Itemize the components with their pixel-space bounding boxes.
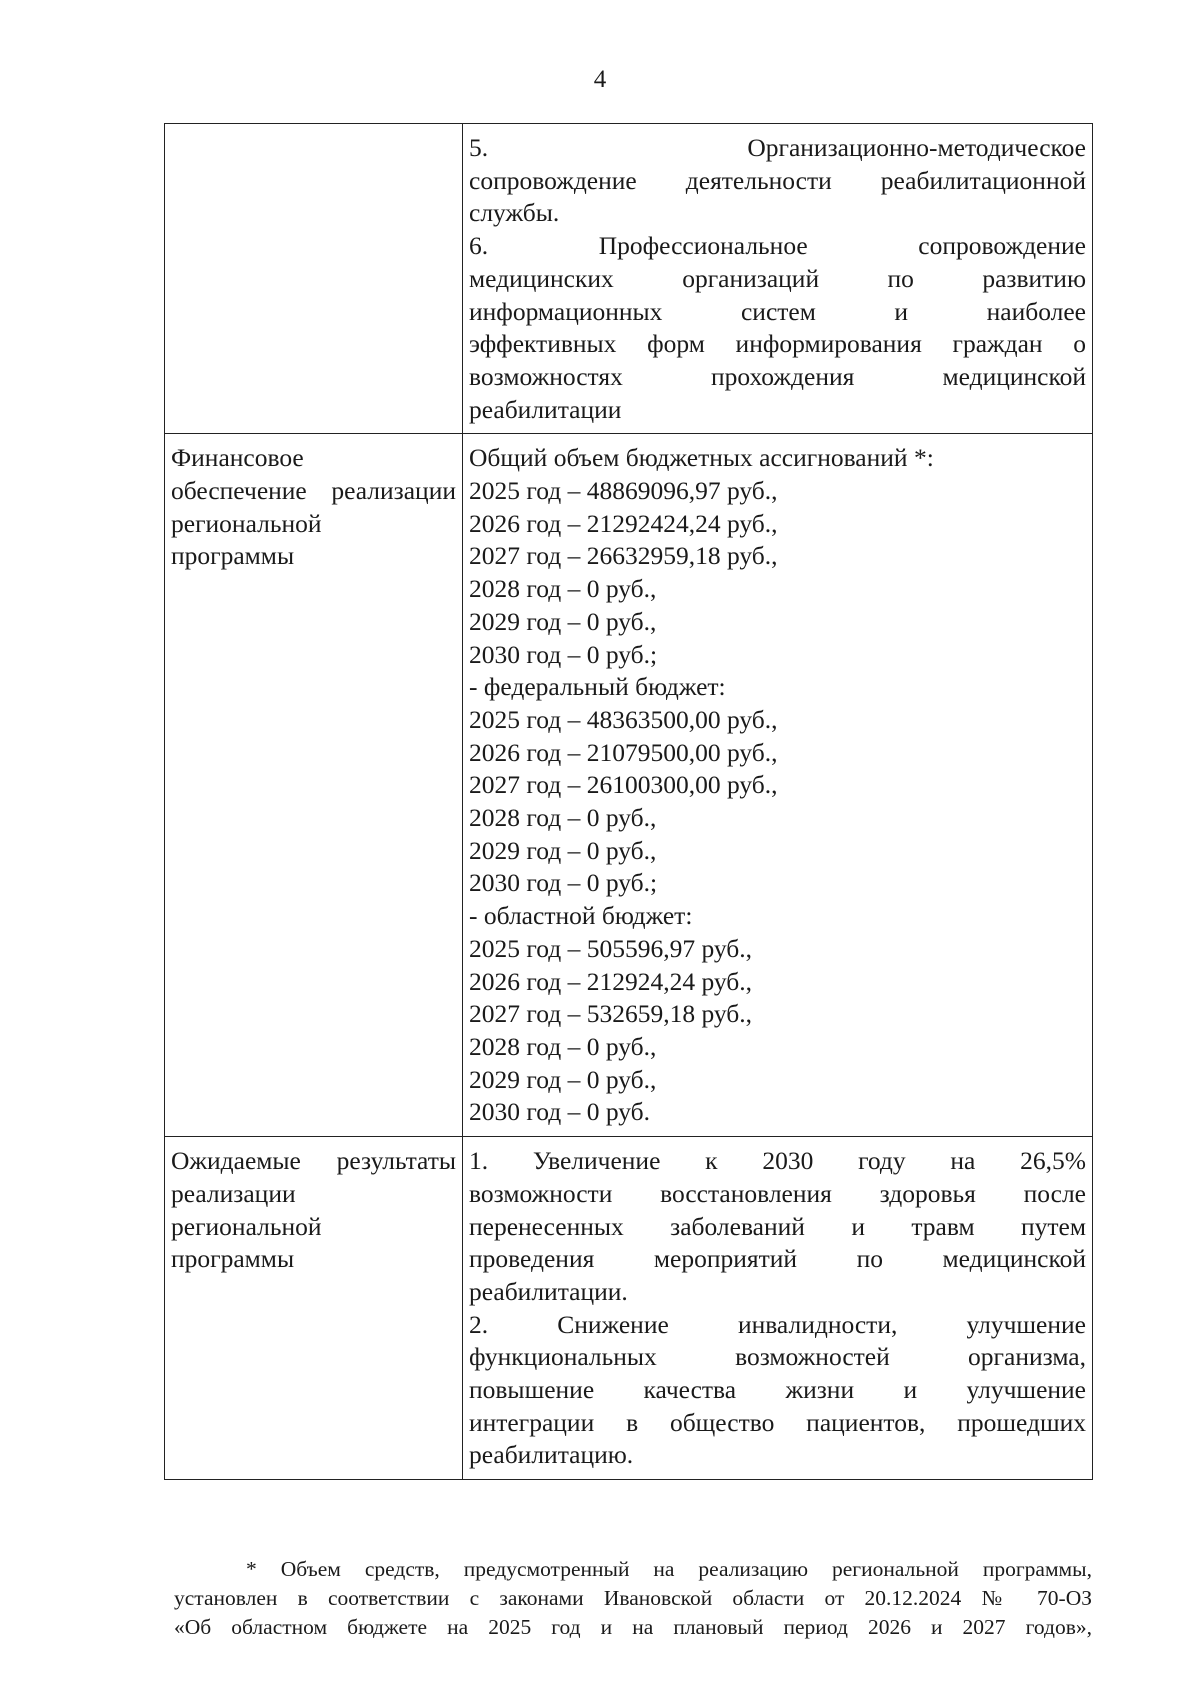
result-item-2-line: 2. Снижение инвалидности, улучшение — [469, 1309, 1086, 1339]
result-item-1-line: 1. Увеличение к 2030 году на 26,5% — [469, 1146, 1086, 1176]
result-item-2-line: реабилитацию. — [469, 1440, 634, 1470]
footnote-line: установлен в соответствии с законами Ивановской области от 20.12.2024 № 70-ОЗ — [174, 1586, 1092, 1610]
row-label-empty — [165, 124, 463, 434]
expected-results-list — [463, 1137, 1093, 1480]
list-item-6-line: 6. Профессиональное сопровождение — [469, 231, 1086, 261]
result-item-1-line: проведения мероприятий по медицинской — [469, 1244, 1086, 1274]
result-item-1-line: возможности восстановления здоровья после — [469, 1178, 1086, 1208]
financing-line: 2026 год – 212924,24 руб., — [469, 966, 752, 996]
financing-line: 2030 год – 0 руб.; — [469, 639, 658, 669]
financing-line: 2026 год – 21079500,00 руб., — [469, 737, 778, 767]
financing-line: 2028 год – 0 руб., — [469, 803, 657, 833]
financing-line: 2029 год – 0 руб., — [469, 1064, 657, 1094]
result-item-2-line: интеграции в общество пациентов, прошедших — [469, 1407, 1086, 1437]
financing-line: 2029 год – 0 руб., — [469, 606, 657, 636]
list-item-5-line: 5. Организационно-методическое — [469, 133, 1086, 162]
row-label-line: программы — [171, 541, 295, 571]
result-item-1-line: перенесенных заболеваний и травм путем — [469, 1211, 1086, 1241]
row-label-line: обеспечение реализации — [171, 476, 456, 506]
financing-line: 2027 год – 532659,18 руб., — [469, 999, 752, 1029]
list-item-5-line: службы. — [469, 198, 560, 228]
financing-line: 2025 год – 48363500,00 руб., — [469, 704, 778, 734]
row-label-financing — [165, 434, 463, 1137]
financing-line: 2025 год – 505596,97 руб., — [469, 933, 752, 963]
footnote-line: «Об областном бюджете на 2025 год и на плановый период 2026 и 2027 годов», — [174, 1615, 1092, 1639]
list-item-6-line: возможностях прохождения медицинской — [469, 361, 1086, 391]
financing-line: 2027 год – 26100300,00 руб., — [469, 770, 778, 800]
result-item-1-line: реабилитации. — [469, 1276, 628, 1306]
financing-details — [463, 434, 1093, 1137]
table-row-financing — [165, 434, 1093, 1137]
financing-line: 2027 год – 26632959,18 руб., — [469, 541, 778, 571]
list-item-5-line: сопровождение деятельности реабилитационной — [469, 165, 1086, 195]
row-label-line: региональной — [171, 508, 322, 538]
list-item-6-line: информационных систем и наиболее — [469, 296, 1086, 326]
list-item-6-line: реабилитации — [469, 394, 622, 424]
financing-total-heading: Общий объем бюджетных ассигнований *: — [469, 443, 934, 473]
tasks-list — [463, 124, 1093, 434]
row-label-line: реализации — [171, 1178, 296, 1208]
result-item-2-line: функциональных возможностей организма, — [469, 1342, 1086, 1372]
row-label-line: Финансовое — [171, 443, 304, 473]
budget-footnote — [174, 1555, 1092, 1642]
financing-line: 2026 год – 21292424,24 руб., — [469, 508, 778, 538]
table-row-expected-results — [165, 1137, 1093, 1480]
financing-line: 2028 год – 0 руб., — [469, 1031, 657, 1061]
row-label-line: программы — [171, 1244, 295, 1274]
financing-line: 2028 год – 0 руб., — [469, 574, 657, 604]
row-label-line: Ожидаемые результаты — [171, 1146, 456, 1176]
financing-line: 2030 год – 0 руб. — [469, 1097, 650, 1127]
result-item-2-line: повышение качества жизни и улучшение — [469, 1375, 1086, 1405]
program-passport-table — [164, 123, 1093, 1480]
list-item-6-line: эффективных форм информирования граждан о — [469, 329, 1086, 359]
footnote-line: * Объем средств, предусмотренный на реализацию региональной программы, — [246, 1557, 1092, 1581]
row-label-expected-results — [165, 1137, 463, 1480]
financing-line: 2029 год – 0 руб., — [469, 835, 657, 865]
row-label-line: региональной — [171, 1211, 322, 1241]
regional-budget-heading: - областной бюджет: — [469, 901, 693, 931]
list-item-6-line: медицинских организаций по развитию — [469, 263, 1086, 293]
financing-line: 2025 год – 48869096,97 руб., — [469, 476, 778, 506]
table-row-tasks-continuation — [165, 124, 1093, 434]
financing-line: 2030 год – 0 руб.; — [469, 868, 658, 898]
page-number: 4 — [593, 66, 607, 93]
federal-budget-heading: - федеральный бюджет: — [469, 672, 726, 702]
